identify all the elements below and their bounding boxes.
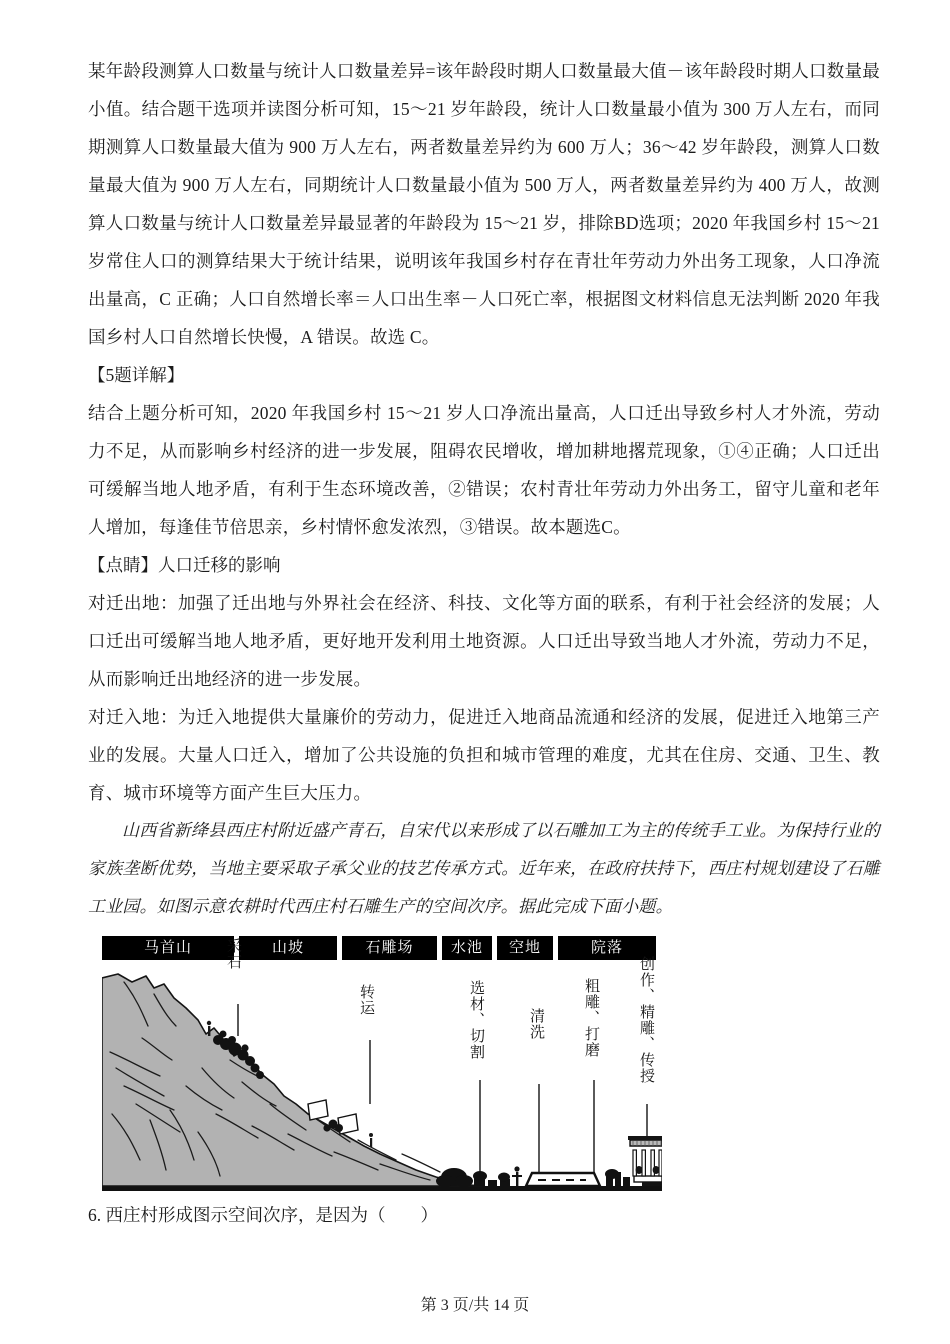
paragraph-explain-5-title: 【5题详解】	[88, 365, 185, 385]
figure-zone-header-row	[102, 936, 662, 960]
paragraph-dianjing-title: 【点睛】人口迁移的影响	[88, 555, 281, 575]
landscape-cross-section-svg	[102, 964, 662, 1196]
paragraph-material-xizhuang: 山西省新绛县西庄村附近盛产青石，自宋代以来形成了以石雕加工为主的传统手工业。为保持行业的家族垄断优势，当地主要采取子承父业的技艺传承方式。近年来，在政府扶持下，西庄村规划建设了石雕工业园。如图示意农耕时代西庄村石雕生产的空间次序。据此完成下面小题。	[88, 821, 880, 917]
zone-label-shanpo: 山坡	[239, 936, 337, 960]
process-label-qingxi: 清洗	[528, 1008, 544, 1040]
page-content	[88, 52, 880, 1232]
process-label-xuancai-qiege: 选材、切割	[468, 980, 484, 1060]
paragraph-dianjing-out: 对迁出地：加强了迁出地与外界社会在经济、科技、文化等方面的联系，有利于社会经济的发展；人口迁出可缓解当地人地矛盾，更好地开发利用土地资源。人口迁出导致当地人才外流，劳动力不足，从而影响迁出地经济的进一步发展。	[88, 593, 880, 689]
slope-worker-figure	[369, 1133, 373, 1147]
water-pool	[526, 1173, 600, 1186]
process-label-chuangzuo-jingdiao-chuanshou: 创作、精雕、传授	[638, 956, 654, 1084]
zone-label-yuanluo: 院落	[558, 936, 656, 960]
rough-carving-stone-pile	[605, 1169, 630, 1186]
figure-stone-carving-spatial-order	[102, 936, 662, 1198]
paragraph-explain-4-body: 某年龄段测算人口数量与统计人口数量差异=该年龄段时期人口数量最大值－该年龄段时期人口数量最小值。结合题干选项并读图分析可知，15～21 岁年龄段，统计人口数量最小值为 300 万人左右，而同期测算人口数量最大值为 900 万人左右，两者数量差异约为 600 万人；36～42 岁年龄段，测算人口数量最大值为 900 万人左右，同期统计人口数量最小值为 500 万人，两者数量差异约为 400 万人，故测算人口数量与统计人口数量差异最显著的年龄段为 15～21 岁，排除BD选项；2020 年我国乡村 15～21 岁常住人口的测算结果大于统计结果，说明该年我国乡村存在青壮年劳动力外出务工现象，人口净流出量高，C 正确；人口自然增长率＝人口出生率－人口死亡率，根据图文材料信息无法判断 2020 年我国乡村人口自然增长快慢，A 错误。故选 C。	[88, 61, 880, 347]
process-label-cudiao-damo: 粗雕、打磨	[583, 978, 599, 1058]
paragraph-explain-5-body: 结合上题分析可知，2020 年我国乡村 15～21 岁人口净流出量高，人口迁出导致乡村人才外流，劳动力不足，从而影响乡村经济的进一步发展，阻碍农民增收，增加耕地撂荒现象，①④正确；人口迁出可缓解当地人地矛盾，有利于生态环境改善，②错误；农村青壮年劳动力外出务工，留守儿童和老年人增加，每逢佳节倍思亲，乡村情怀愈发浓烈，③错误。故本题选C。	[88, 403, 880, 537]
zone-label-kongdi: 空地	[497, 936, 553, 960]
page-footer: 第 3 页/共 14 页	[420, 1297, 530, 1314]
zone-label-mashoushan: 马首山	[102, 936, 234, 960]
mountain-shape	[102, 974, 482, 1186]
vegetation-cluster-left	[436, 1168, 473, 1187]
zone-label-shidiaochang: 石雕场	[342, 936, 437, 960]
cutting-worker-figure	[512, 1166, 522, 1186]
craftsman-figures	[636, 1166, 660, 1174]
process-label-caishi: 采石	[225, 938, 241, 970]
paragraph-dianjing-in: 对迁入地：为迁入地提供大量廉价的劳动力，促进迁入地商品流通和经济的发展，促进迁入地第三产业的发展。大量人口迁入，增加了公共设施的负担和城市管理的难度，尤其在住房、交通、卫生、教育、城市环境等方面产生巨大压力。	[88, 707, 880, 803]
stone-yard-blocks	[473, 1171, 510, 1186]
process-label-zhuanyun: 转运	[358, 984, 374, 1016]
question-6: 6. 西庄村形成图示空间次序，是因为（ ）	[88, 1205, 438, 1225]
zone-label-shuichi: 水池	[442, 936, 492, 960]
courtyard-pavilion	[628, 1136, 662, 1186]
